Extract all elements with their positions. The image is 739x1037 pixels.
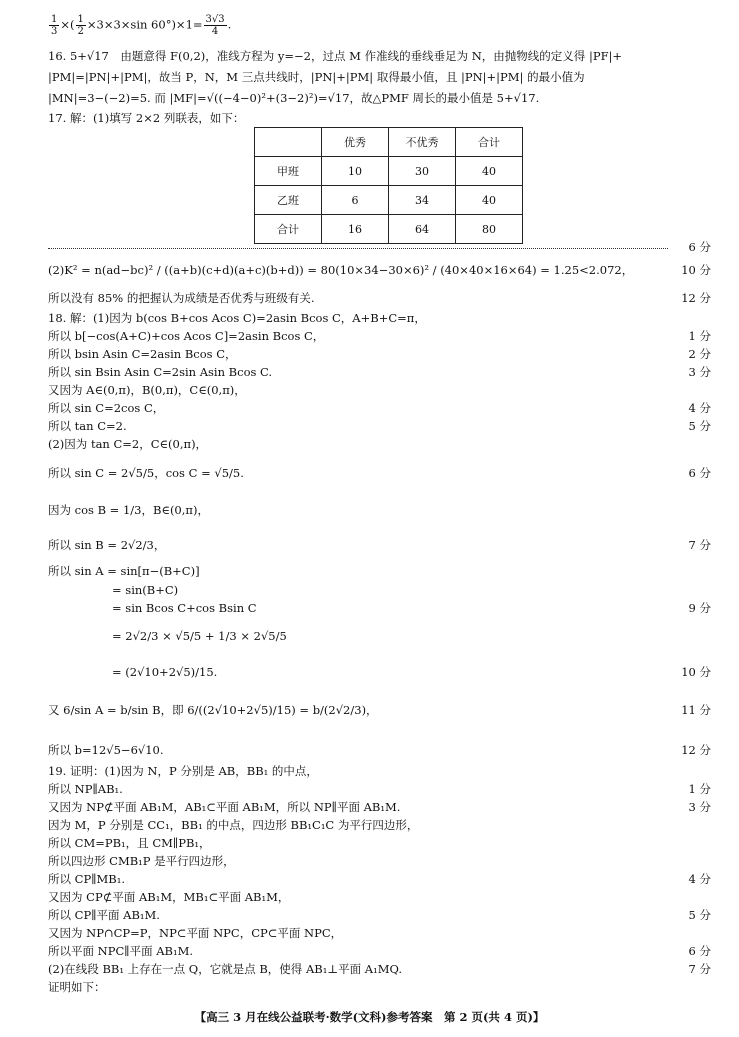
q18-sinA-5: = (2√10+2√5)/15. (112, 665, 218, 679)
q18-score-6: 5 分 (688, 419, 711, 433)
q19-line-9: 又因为 NP∩CP=P，NP⊂平面 NPC，CP⊂平面 NPC， (48, 926, 343, 940)
table-cell: 16 (322, 215, 389, 244)
q17-line-1: 17. 解：(1)填写 2×2 列联表，如下： (48, 111, 245, 125)
page-footer: 【高三 3 月在线公益联考·数学(文科)参考答案 第 2 页(共 4 页)】 (194, 1010, 545, 1024)
top-formula: $\frac{1}{3}$ ×( $\frac{1}{2}$ ×3×3×sin 60°)×1= $\frac{3√3}{4}$ . (51, 14, 232, 37)
table-cell: 10 (322, 157, 389, 186)
q18-ratio-score: 11 分 (681, 703, 711, 717)
q18-ratio: 又 6/sin A = b/sin B，即 6/((2√10+2√5)/15) = b/(2√2/3)， (48, 703, 378, 717)
q18-line-1: 所以 b[−cos(A+C)+cos Acos C]=2asin Bcos C， (48, 329, 325, 343)
q16-line-2: |PM|=|PN|+|PM|，故当 P，N，M 三点共线时，|PN|+|PM| 取得最小值，且 |PN|+|PM| 的最小值为 (48, 70, 585, 84)
q17-score-c: 12 分 (681, 291, 711, 305)
table-cell: 80 (456, 215, 523, 244)
q19-line-3: 因为 M，P 分别是 CC₁，BB₁ 的中点，四边形 BB₁C₁C 为平行四边形， (48, 818, 419, 832)
q19-line-0: 19. 证明：(1)因为 N，P 分别是 AB，BB₁ 的中点， (48, 764, 318, 778)
table-cell: 34 (389, 186, 456, 215)
q18-sinC-score: 6 分 (688, 466, 711, 480)
q18-cosB: 因为 cos B = 1/3，B∈(0,π)， (48, 503, 209, 517)
table-row (255, 157, 523, 186)
q18-sinA-3: = sin Bcos C+cos Bsin C (112, 601, 257, 615)
q18-sinB: 所以 sin B = 2√2/3， (48, 538, 166, 552)
q19-score-10: 6 分 (688, 944, 711, 958)
q18-final-score: 12 分 (681, 743, 711, 757)
q18-sinC: 所以 sin C = 2√5/5，cos C = √5/5. (48, 466, 244, 480)
table-header-cell (255, 128, 322, 157)
table-header-cell: 合计 (456, 128, 523, 157)
q19-score-6: 4 分 (688, 872, 711, 886)
table-header-row (255, 128, 523, 157)
table-cell: 64 (389, 215, 456, 244)
q19-line-7: 又因为 CP⊄平面 AB₁M，MB₁⊂平面 AB₁M， (48, 890, 290, 904)
q17-dots-line (48, 239, 711, 255)
table-header-cell: 优秀 (322, 128, 389, 157)
q18-line-0: 18. 解：(1)因为 b(cos B+cos Acos C)=2asin Bcos C，A+B+C=π， (48, 311, 426, 325)
q18-line-7: (2)因为 tan C=2，C∈(0,π)， (48, 437, 208, 451)
q17-k2-line: (2)K² = n(ad−bc)² / ((a+b)(c+d)(a+c)(b+d)) = 80(10×34−30×6)² / (40×40×16×64) = 1.25<2.072， (48, 263, 634, 277)
q18-final: 所以 b=12√5−6√10. (48, 743, 164, 757)
q18-line-5: 所以 sin C=2cos C， (48, 401, 165, 415)
q18-score-5: 4 分 (688, 401, 711, 415)
q19-score-11: 7 分 (688, 962, 711, 976)
q19-score-1: 1 分 (688, 782, 711, 796)
table-cell: 40 (456, 186, 523, 215)
q19-score-8: 5 分 (688, 908, 711, 922)
table-header-cell: 不优秀 (389, 128, 456, 157)
q16-line-1: 16. 5+√17 由题意得 F(0,2)，准线方程为 y=−2，过点 M 作准线的垂线垂足为 N，由抛物线的定义得 |PF|+ (48, 49, 623, 63)
q18-sinA-3-score: 9 分 (688, 601, 711, 615)
q17-score-a: 6 分 (688, 240, 711, 254)
q18-line-4: 又因为 A∈(0,π)，B(0,π)，C∈(0,π)， (48, 383, 246, 397)
q18-line-6: 所以 tan C=2. (48, 419, 127, 433)
q18-score-1: 1 分 (688, 329, 711, 343)
contingency-table (254, 127, 523, 244)
q18-score-2: 2 分 (688, 347, 711, 361)
table-cell: 6 (322, 186, 389, 215)
q18-line-3: 所以 sin Bsin Asin C=2sin Asin Bcos C. (48, 365, 273, 379)
q18-sinA-5-score: 10 分 (681, 665, 711, 679)
q19-line-2: 又因为 NP⊄平面 AB₁M，AB₁⊂平面 AB₁M，所以 NP∥平面 AB₁M. (48, 800, 401, 814)
q19-line-1: 所以 NP∥AB₁. (48, 782, 123, 796)
table-cell: 40 (456, 157, 523, 186)
table-cell: 合计 (255, 215, 322, 244)
q17-score-b: 10 分 (681, 263, 711, 277)
q19-line-11: (2)在线段 BB₁ 上存在一点 Q，它就是点 B，使得 AB₁⊥平面 A₁MQ. (48, 962, 402, 976)
q19-line-12: 证明如下： (48, 980, 106, 994)
q19-line-10: 所以平面 NPC∥平面 AB₁M. (48, 944, 194, 958)
q19-line-6: 所以 CP∥MB₁. (48, 872, 125, 886)
table-cell: 30 (389, 157, 456, 186)
q18-sinA-4: = 2√2/3 × √5/5 + 1/3 × 2√5/5 (112, 629, 287, 643)
table-cell: 甲班 (255, 157, 322, 186)
table-row (255, 186, 523, 215)
q18-sinA-2: = sin(B+C) (112, 583, 179, 597)
q18-sinB-score: 7 分 (688, 538, 711, 552)
q18-score-3: 3 分 (688, 365, 711, 379)
q19-line-4: 所以 CM=PB₁，且 CM∥PB₁， (48, 836, 211, 850)
q19-line-5: 所以四边形 CMB₁P 是平行四边形， (48, 854, 235, 868)
q19-line-8: 所以 CP∥平面 AB₁M. (48, 908, 160, 922)
q16-line-3: |MN|=3−(−2)=5. 而 |MF|=√((−4−0)²+(3−2)²)=√17，故△PMF 周长的最小值是 5+√17. (48, 91, 540, 105)
q18-sinA-1: 所以 sin A = sin[π−(B+C)] (48, 564, 200, 578)
q18-line-2: 所以 bsin Asin C=2asin Bcos C， (48, 347, 237, 361)
table-cell: 乙班 (255, 186, 322, 215)
q19-score-2: 3 分 (688, 800, 711, 814)
q17-conclusion: 所以没有 85% 的把握认为成绩是否优秀与班级有关. (48, 291, 315, 305)
